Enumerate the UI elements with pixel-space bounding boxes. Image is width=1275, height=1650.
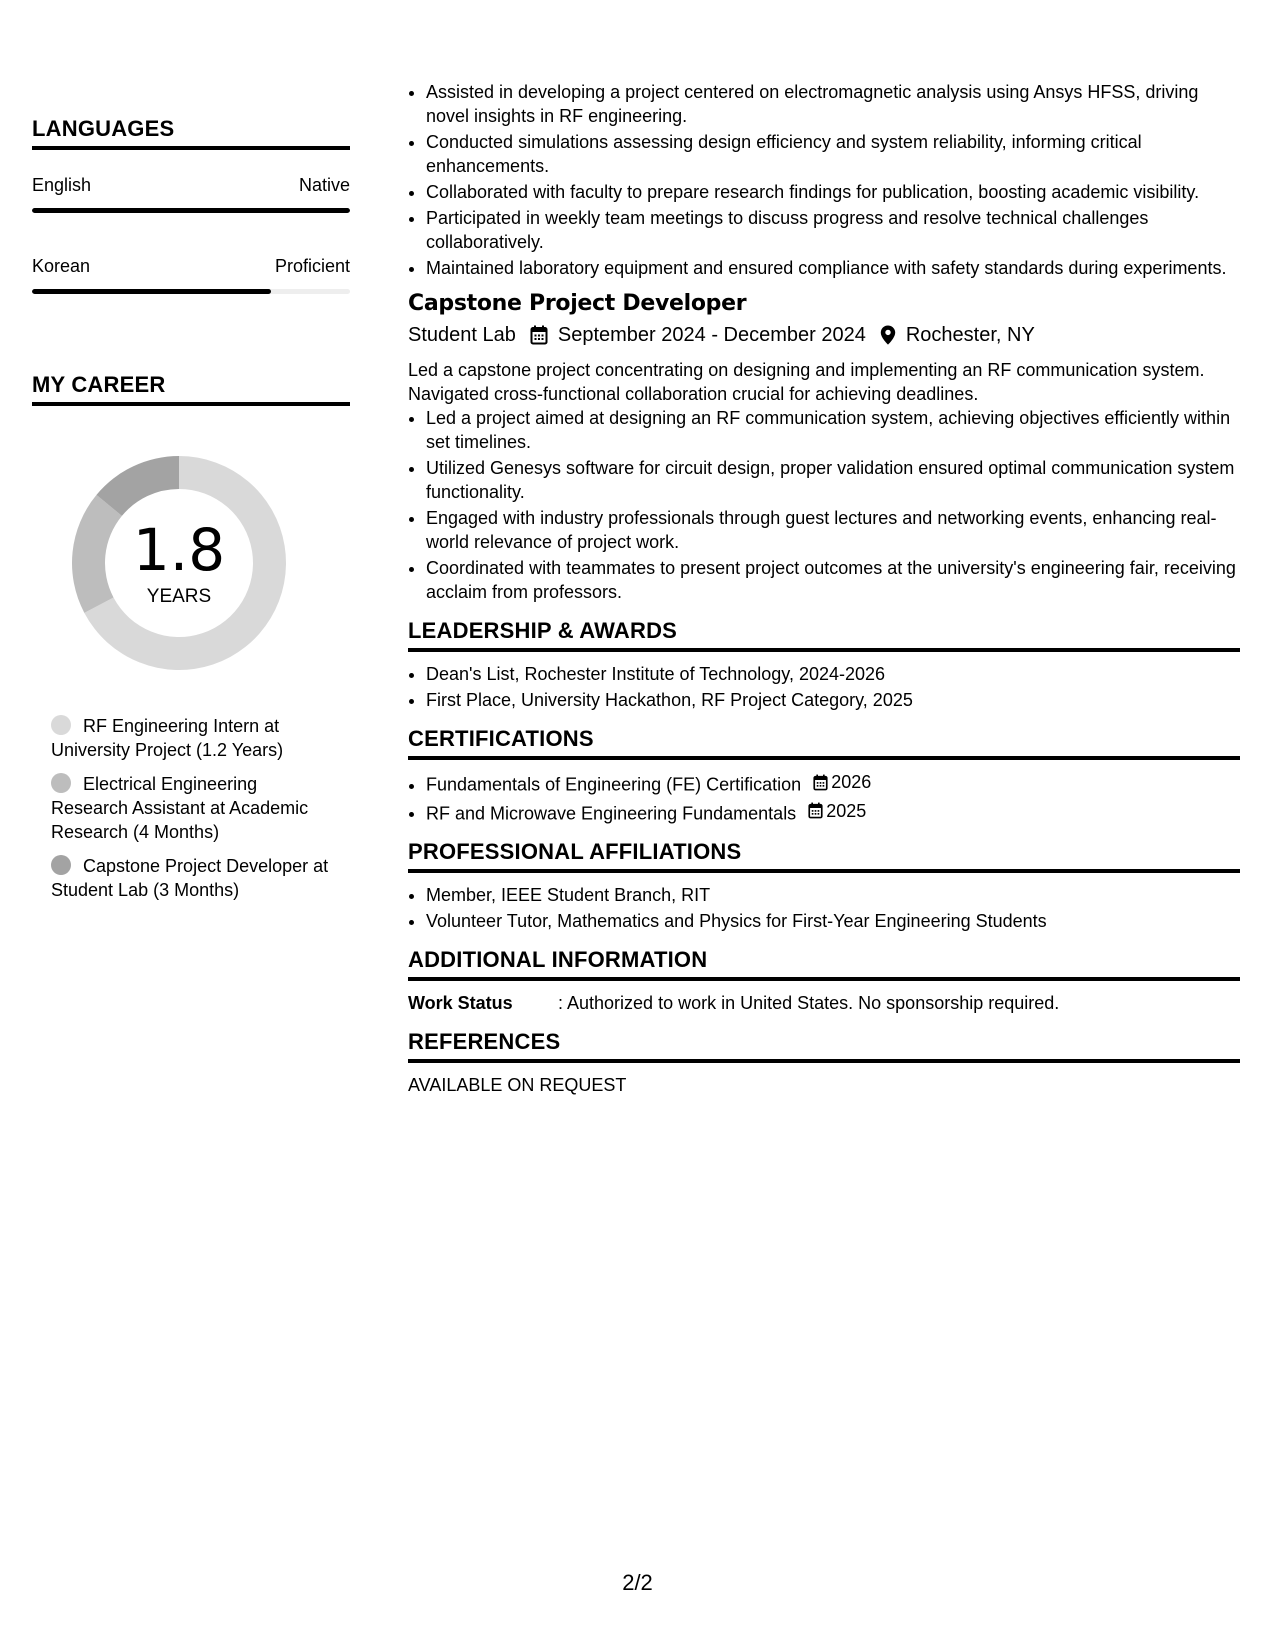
list-item: • Collaborated with faculty to prepare research findings for publication, boosting academic visibility.	[426, 180, 1240, 204]
references-text: AVAILABLE ON REQUEST	[408, 1075, 627, 1095]
cert-year	[813, 770, 871, 794]
legend-dot-icon	[51, 855, 71, 875]
legend-label: RF Engineering Intern at University Project (1.2 Years)	[51, 716, 284, 760]
certifications-section	[408, 726, 1240, 825]
career-donut-chart	[64, 448, 294, 678]
leadership-heading: LEADERSHIP & AWARDS	[408, 618, 1240, 652]
language-name: Korean	[32, 256, 91, 276]
work-status-label: Work Status	[408, 993, 513, 1013]
job-dates: September 2024 - December 2024	[557, 324, 866, 346]
list-item: • Member, IEEE Student Branch, RIT	[426, 883, 1240, 907]
list-item: • Coordinated with teammates to present project outcomes at the university's engineering fair, receiving acclaim from professors.	[426, 556, 1240, 604]
certifications-heading: CERTIFICATIONS	[408, 726, 1240, 760]
leadership-section	[408, 618, 1240, 712]
languages-heading: LANGUAGES	[32, 116, 350, 150]
language-proficiency-fill	[32, 208, 350, 213]
language-proficiency-fill	[32, 289, 271, 294]
legend-item	[51, 854, 331, 902]
career-total-value: 1.8	[132, 516, 226, 584]
language-name: English	[32, 175, 92, 195]
cert-year-text: 2026	[831, 772, 872, 792]
page-number: 2/2	[622, 1570, 653, 1595]
list-item: • Volunteer Tutor, Mathematics and Physics for First-Year Engineering Students	[426, 909, 1240, 933]
career-total-unit: YEARS	[146, 586, 212, 607]
legend-item	[51, 772, 331, 844]
affiliations-section	[408, 839, 1240, 933]
main-content	[408, 80, 1240, 1097]
cert-name: Fundamentals of Engineering (FE) Certification	[426, 774, 802, 795]
list-item: • Participated in weekly team meetings to discuss progress and resolve technical challenges collaboratively.	[426, 206, 1240, 254]
legend-label: Capstone Project Developer at Student Lab (3 Months)	[51, 856, 329, 900]
career-legend	[51, 714, 331, 902]
leadership-list	[408, 662, 1240, 712]
list-item: • First Place, University Hackathon, RF Project Category, 2025	[426, 688, 1240, 712]
list-item	[426, 799, 1240, 826]
legend-label: Electrical Engineering Research Assistant at Academic Research (4 Months)	[51, 774, 309, 842]
affiliations-heading: PROFESSIONAL AFFILIATIONS	[408, 839, 1240, 873]
language-proficiency-bar	[32, 208, 350, 213]
list-item: • Conducted simulations assessing design efficiency and system reliability, informing critical enhancements.	[426, 130, 1240, 178]
language-row	[32, 174, 350, 196]
legend-dot-icon	[51, 715, 71, 735]
list-item: • Assisted in developing a project centered on electromagnetic analysis using Ansys HFSS, driving novel insights in RF engineering.	[426, 80, 1240, 128]
languages-section	[32, 116, 350, 294]
language-row	[32, 255, 350, 277]
additional-info-heading: ADDITIONAL INFORMATION	[408, 947, 1240, 981]
work-status-row	[408, 991, 1240, 1015]
additional-info-section	[408, 947, 1240, 1015]
list-item: • Led a project aimed at designing an RF communication system, achieving objectives efficiently within set timelines.	[426, 406, 1240, 454]
job-description: Led a capstone project concentrating on designing and implementing an RF communication system. Navigated cross-functional collaboration crucial for achieving deadlines.	[408, 360, 1205, 404]
legend-item	[51, 714, 331, 762]
job-title: Capstone Project Developer	[408, 291, 747, 316]
list-item: • Dean's List, Rochester Institute of Technology, 2024-2026	[426, 662, 1240, 686]
job-location: Rochester, NY	[905, 324, 1035, 346]
career-section	[32, 372, 350, 902]
calendar-icon	[808, 802, 823, 819]
job-entry	[408, 290, 1240, 604]
job-company: Student Lab	[408, 324, 516, 346]
language-proficiency-bar	[32, 289, 350, 294]
list-item: • Engaged with industry professionals through guest lectures and networking events, enhancing real-world relevance of project work.	[426, 506, 1240, 554]
references-section	[408, 1029, 1240, 1097]
language-level: Proficient	[274, 256, 350, 276]
legend-dot-icon	[51, 773, 71, 793]
references-heading: REFERENCES	[408, 1029, 1240, 1063]
cert-name: RF and Microwave Engineering Fundamentals	[426, 803, 797, 823]
cert-year	[808, 799, 866, 823]
language-level: Native	[298, 175, 350, 195]
affiliations-list	[408, 883, 1240, 933]
calendar-icon	[530, 325, 548, 345]
list-item: • Utilized Genesys software for circuit design, proper validation ensured optimal communication system functionality.	[426, 456, 1240, 504]
job-bullets	[408, 406, 1240, 604]
certifications-list	[408, 770, 1240, 825]
list-item	[426, 770, 1240, 797]
sidebar	[32, 116, 350, 912]
list-item: • Maintained laboratory equipment and ensured compliance with safety standards during experiments.	[426, 256, 1240, 280]
previous-job-bullets	[408, 80, 1240, 280]
work-status-value: : Authorized to work in United States. No sponsorship required.	[558, 993, 1060, 1013]
career-heading: MY CAREER	[32, 372, 350, 406]
location-pin-icon	[880, 325, 896, 345]
cert-year-text: 2025	[826, 800, 867, 821]
calendar-icon	[813, 774, 828, 791]
job-meta	[408, 322, 1240, 348]
